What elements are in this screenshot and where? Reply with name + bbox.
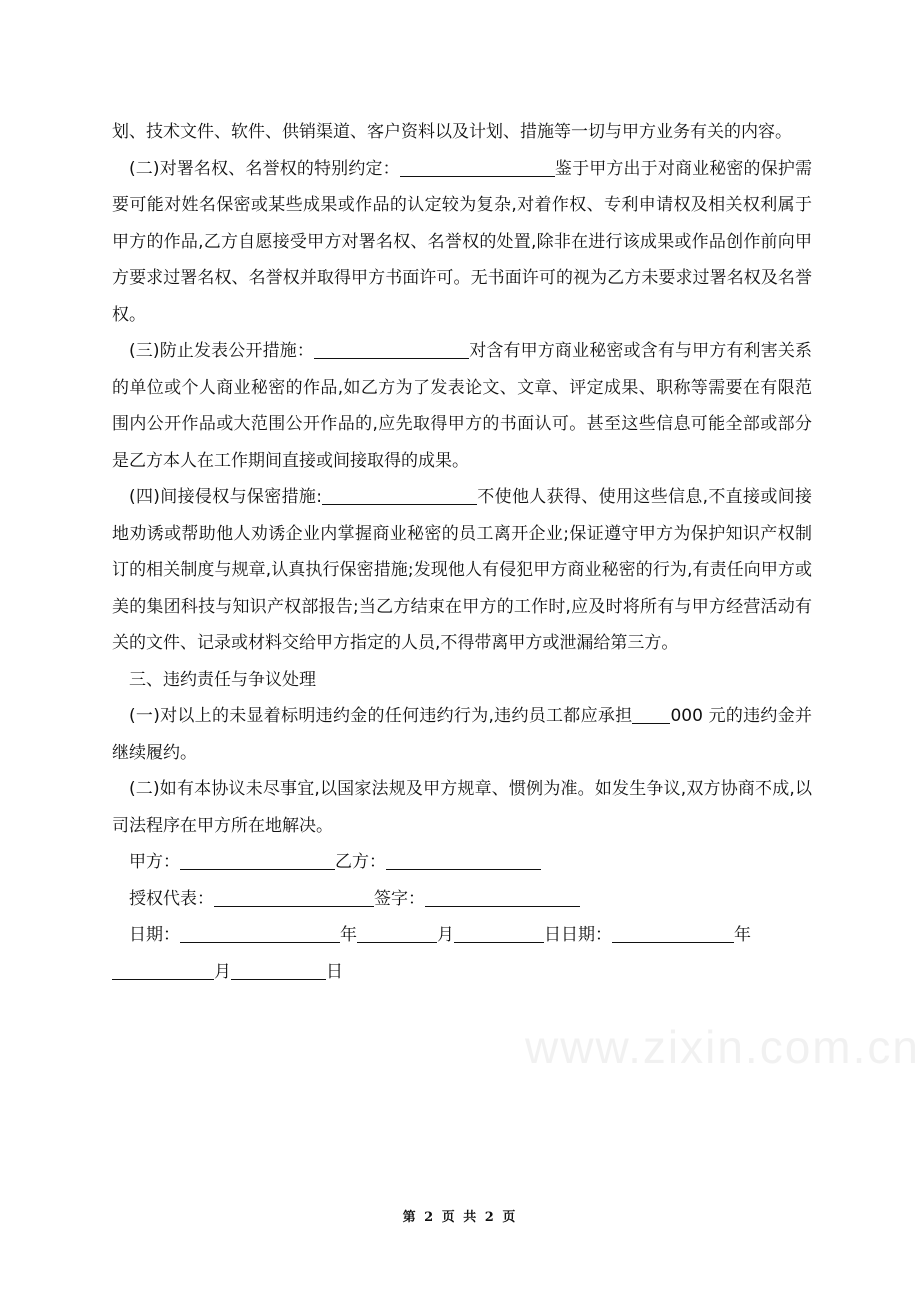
infringement-heading: (四)间接侵权与保密措施: (129, 487, 322, 507)
page-footer: 第 2 页 共 2 页 (402, 1210, 518, 1225)
date2-day-field[interactable] (231, 959, 326, 980)
sign-field[interactable] (425, 886, 580, 907)
signature-parties-row (112, 844, 812, 881)
publication-blank[interactable] (314, 338, 469, 359)
signature-date-row (112, 917, 812, 954)
infringement-blank[interactable] (322, 484, 477, 505)
date2-year-field[interactable] (612, 922, 734, 943)
penalty-amount-blank[interactable] (632, 703, 670, 724)
auth-rep-label: 授权代表： (129, 888, 214, 909)
date2-month-field[interactable] (112, 959, 214, 980)
year-label: 年 (340, 925, 357, 945)
party-a-label: 甲方： (129, 852, 180, 872)
signature-rep-row (112, 881, 812, 918)
attribution-text: 鉴于甲方出于对商业秘密的保护需要可能对姓名保密或某些成果或作品的认定较为复杂,对着作权、专利申请权及相关权利属于甲方的作品,乙方自愿接受甲方对署名权、名誉权的处置,除非在进行该成果或作品创作前向甲方要求过署名权、名誉权并取得甲方书面许可。无书面许可的视为乙方未要求过署名权及名誉权。 (112, 158, 812, 325)
party-a-field[interactable] (180, 849, 335, 870)
document-body (112, 114, 812, 990)
date-label: 日期： (129, 925, 180, 945)
sign-label: 签字： (374, 888, 425, 909)
party-b-field[interactable] (386, 849, 541, 870)
penalty-text-a: (一)对以上的未显着标明违约金的任何违约行为,违约员工都应承担 (129, 706, 633, 726)
party-b-label: 乙方： (335, 852, 386, 872)
day-date-label: 日日期： (544, 925, 612, 945)
month2-label: 月 (214, 961, 231, 982)
attribution-heading: (二)对署名权、名誉权的特别约定： (129, 158, 400, 179)
paragraph-penalty (112, 698, 812, 771)
year2-label: 年 (734, 925, 751, 945)
paragraph-dispute: (二)如有本协议未尽事宜,以国家法规及甲方规章、惯例为准。如发生争议,双方协商不成,以司法程序在甲方所在地解决。 (112, 779, 812, 836)
publication-heading: (三)防止发表公开措施： (129, 341, 315, 361)
watermark: www.zixin.com.cn (525, 1021, 920, 1073)
paragraph-publication-measures (112, 333, 812, 479)
publication-text: 对含有甲方商业秘密或含有与甲方有利害关系的单位或个人商业秘密的作品,如乙方为了发表论文、文章、评定成果、职称等需要在有限范围内公开作品或大范围公开作品的,应先取得甲方的书面认可。甚至这些信息可能全部或部分是乙方本人在工作期间直接或间接取得的成果。 (112, 341, 813, 471)
auth-rep-field[interactable] (214, 886, 374, 907)
paragraph-indirect-infringement (112, 479, 812, 662)
signature-date-row-2 (112, 954, 812, 991)
day2-label: 日 (326, 961, 343, 982)
attribution-blank[interactable] (400, 156, 555, 177)
paragraph-confidential-scope: 划、技术文件、软件、供销渠道、客户资料以及计划、措施等一切与甲方业务有关的内容。 (112, 122, 792, 142)
date-month-field[interactable] (357, 922, 437, 943)
penalty-text-b: 000 元的违约金并继续履约。 (112, 706, 813, 763)
month-label: 月 (437, 925, 454, 945)
infringement-text: 不使他人获得、使用这些信息,不直接或间接地劝诱或帮助他人劝诱企业内掌握商业秘密的员工离开企业;保证遵守甲方为保护知识产权制订的相关制度与规章,认真执行保密措施;发现他人有侵犯甲方商业秘密的行为,有责任向甲方或美的集团科技与知识产权部报告;当乙方结束在甲方的工作时,应及时将所有与甲方经营活动有关的文件、记录或材料交给甲方指定的人员,不得带离甲方或泄漏给第三方。 (112, 487, 812, 653)
paragraph-attribution-rights (112, 151, 812, 334)
date-day-field[interactable] (454, 922, 544, 943)
date-year-field[interactable] (180, 922, 340, 943)
section-heading-liability: 三、违约责任与争议处理 (129, 669, 316, 690)
